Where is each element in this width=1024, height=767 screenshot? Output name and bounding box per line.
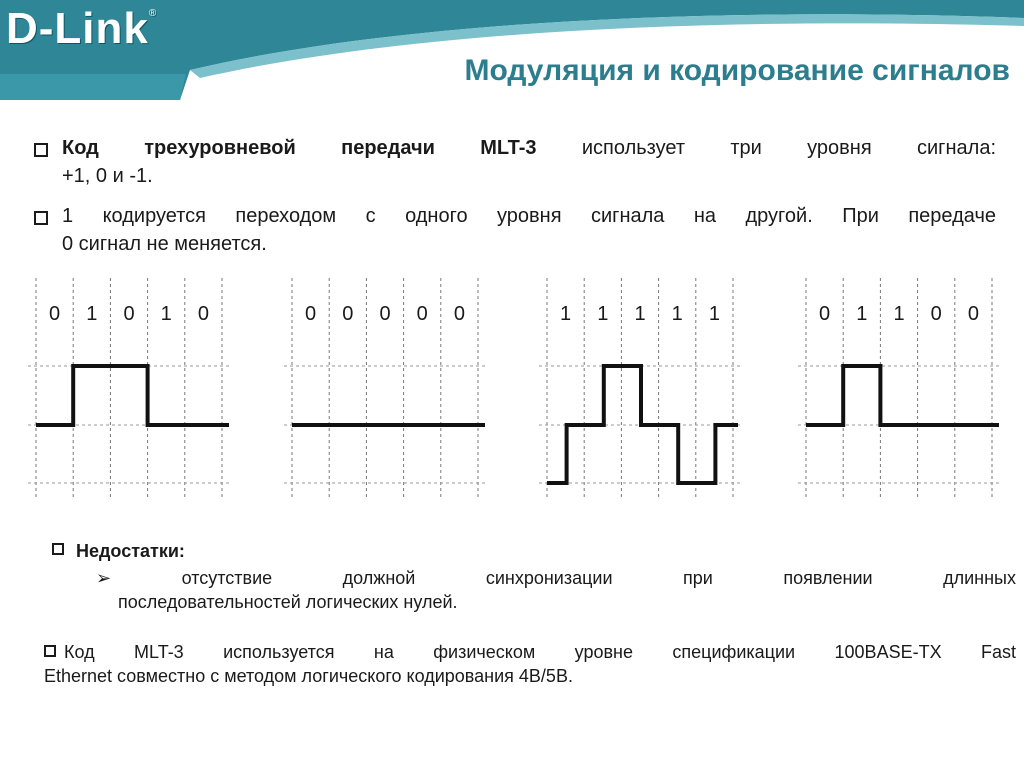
drawback-item-line2: последовательностей логических нулей. <box>118 592 458 612</box>
bit-label: 0 <box>123 303 135 325</box>
bit-label: 0 <box>453 303 465 325</box>
bullet-rule-line2: 0 сигнал не меняется. <box>62 233 267 255</box>
bit-label: 1 <box>86 303 98 325</box>
note-line2: Ethernet совместно с методом логического кодирования 4B/5B. <box>44 666 573 686</box>
header-band <box>0 0 1024 100</box>
bit-label: 0 <box>930 303 942 325</box>
page-title: Модуляция и кодирование сигналов <box>464 54 1010 87</box>
bit-label: 0 <box>197 303 209 325</box>
mlt3-signal-line <box>36 366 229 425</box>
bullet-mlt3-line2: +1, 0 и -1. <box>62 165 153 187</box>
bullet-square-icon <box>44 645 56 657</box>
drawback-item-line1: ➢ отсутствие должной синхронизации при появлении длинных <box>96 568 1016 588</box>
diagram-canvas <box>0 268 1024 508</box>
bit-label: 1 <box>634 303 646 325</box>
bit-label: 1 <box>893 303 905 325</box>
bit-label: 0 <box>819 303 831 325</box>
bit-label: 1 <box>597 303 609 325</box>
bullet-square-icon <box>34 143 48 157</box>
diagram-example-4 <box>798 278 1000 500</box>
bit-label: 1 <box>160 303 172 325</box>
bit-label: 1 <box>560 303 572 325</box>
bit-label: 1 <box>856 303 868 325</box>
diagram-example-3 <box>539 278 741 500</box>
mlt3-signal-line <box>806 366 999 425</box>
note-line1: Код MLT-3 используется на физическом уровне спецификации 100BASE-TX Fast <box>44 640 1016 664</box>
mlt3-signal-diagrams <box>0 268 1024 508</box>
bullet-square-icon <box>34 211 48 225</box>
bullet-rule-line1: 1 кодируется переходом с одного уровня сигнала на другой. При передаче <box>62 205 996 227</box>
bit-label: 1 <box>708 303 720 325</box>
bit-label: 0 <box>416 303 428 325</box>
bit-label: 0 <box>967 303 979 325</box>
diagram-example-2 <box>284 278 486 500</box>
bit-label: 0 <box>379 303 391 325</box>
bullet-mlt3-line1: Код трехуровневой передачи MLT-3 использует три уровня сигнала: <box>62 137 996 159</box>
drawbacks-heading: Недостатки: <box>76 541 185 561</box>
diagram-example-1 <box>28 278 230 500</box>
bit-label: 1 <box>671 303 683 325</box>
arrow-bullet-icon: ➢ <box>96 568 182 588</box>
bit-label: 0 <box>342 303 354 325</box>
bullet-square-icon <box>52 543 64 555</box>
dlink-logo: D-Link® <box>6 4 158 53</box>
bit-label: 0 <box>49 303 61 325</box>
bit-label: 0 <box>305 303 317 325</box>
